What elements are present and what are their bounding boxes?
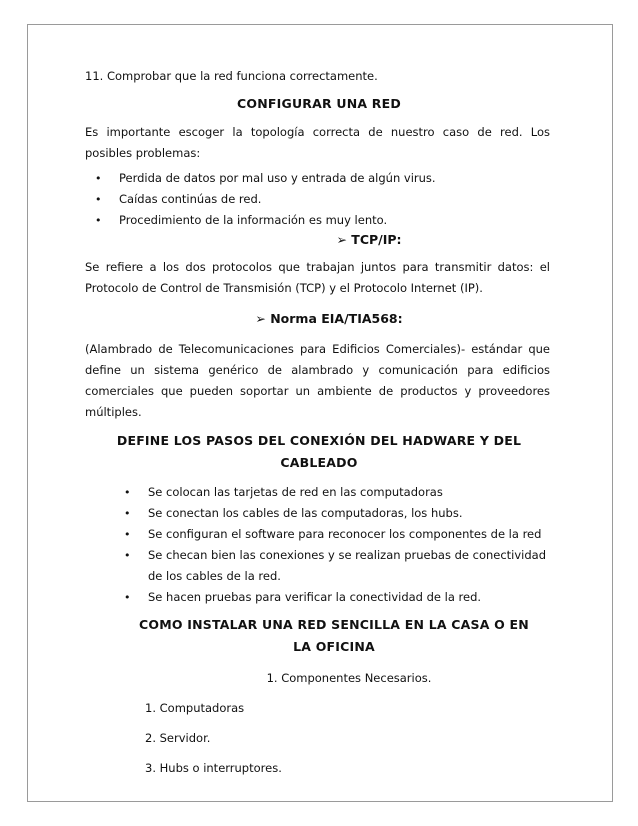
bullet-icon: • (124, 528, 131, 541)
bullet-icon: • (95, 172, 102, 185)
step-11-text: 11. Comprobar que la red funciona correctamente. (85, 69, 378, 83)
heading-instalar: COMO INSTALAR UNA RED SENCILLA EN LA CASA O EN LA OFICINA (139, 617, 529, 654)
bullet-icon: • (95, 193, 102, 206)
heading-configurar-red: CONFIGURAR UNA RED (237, 96, 401, 111)
heading-pasos: DEFINE LOS PASOS DEL CONEXIÓN DEL HADWARE Y DEL CABLEADO (116, 433, 522, 470)
paragraph-tcpip: Se refiere a los dos protocolos que trabajan juntos para transmitir datos: el Protocolo de Control de Transmisión (TCP) y el Protocolo Internet (IP). (85, 260, 550, 295)
list-item: • Caídas continúas de red. (119, 189, 550, 210)
list-item: • Se checan bien las conexiones y se realizan pruebas de conectividad de los cables de la red. (148, 545, 550, 587)
list-item: 3. Hubs o interruptores. (145, 761, 282, 775)
componentes-list (145, 698, 550, 779)
paragraph-norma: (Alambrado de Telecomunicaciones para Edificios Comerciales)- estándar que define un sistema genérico de alambrado y comunicación para edificios comerciales que pueden soportar un ambiente de productos y proveedores múltiples. (85, 342, 550, 419)
bullet-icon: • (95, 214, 102, 227)
list-item: • Se colocan las tarjetas de red en las computadoras (148, 482, 550, 503)
bullet-icon: • (124, 507, 131, 520)
arrow-bullet-icon: ➢ (336, 232, 347, 247)
problems-list (95, 168, 550, 231)
paragraph-topologia: Es importante escoger la topología correcta de nuestro caso de red. Los posibles problemas: (85, 125, 550, 160)
bullet-icon: • (124, 549, 131, 562)
document-body (85, 66, 550, 779)
heading-norma: ➢ Norma EIA/TIA568: (255, 311, 403, 326)
arrow-bullet-icon: ➢ (255, 311, 266, 326)
list-item: • Perdida de datos por mal uso y entrada de algún virus. (119, 168, 550, 189)
list-item: • Se configuran el software para reconocer los componentes de la red (148, 524, 550, 545)
list-item: 2. Servidor. (145, 731, 211, 745)
bullet-icon: • (124, 486, 131, 499)
bullet-icon: • (124, 591, 131, 604)
list-item: 1. Computadoras (145, 701, 245, 715)
heading-tcpip: ➢ TCP/IP: (336, 232, 402, 247)
list-item: • Se conectan los cables de las computadoras, los hubs. (148, 503, 550, 524)
list-item: • Se hacen pruebas para verificar la conectividad de la red. (148, 587, 550, 608)
list-item: • Procedimiento de la información es muy lento. (119, 210, 550, 231)
componentes-title: 1. Componentes Necesarios. (266, 671, 432, 685)
steps-list (124, 482, 550, 608)
